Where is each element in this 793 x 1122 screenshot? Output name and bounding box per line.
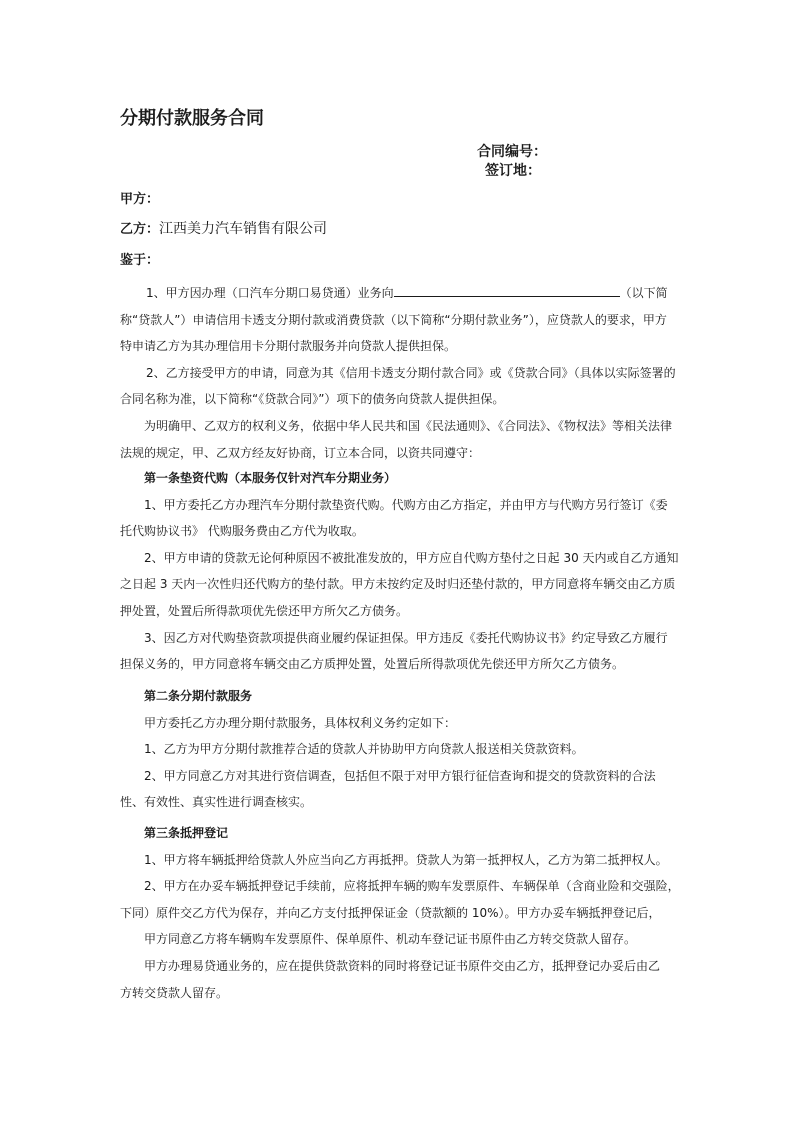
article-1-clause-3-line2: 担保义务的，甲方同意将车辆交由乙方质押处置，处置后所得款项优先偿还甲方所欠乙方债务。 [120, 657, 625, 672]
party-b-label: 乙方： [120, 222, 160, 237]
article-1-clause-3: 3、因乙方对代购垫资款项提供商业履约保证担保。甲方违反《委托代购协议书》约定导致乙方履行 [144, 630, 668, 645]
preamble-clause-3-line2: 法规的规定，甲、乙双方经友好协商，订立本合同，以资共同遵守： [120, 445, 481, 460]
article-3-clause-3-line2: 方转交贷款人留存。 [120, 985, 229, 1000]
preamble-clause-2: 2、乙方接受甲方的申请，同意为其《信用卡透支分期付款合同》或《贷款合同》（具体以实际签署的 [146, 365, 676, 380]
article-2-heading: 第二条分期付款服务 [144, 689, 253, 703]
article-3-section [120, 820, 680, 1006]
document-title: 分期付款服务合同 [120, 108, 264, 129]
party-a-label: 甲方： [120, 192, 160, 207]
article-1-heading: 第一条垫资代购（本服务仅针对汽车分期业务） [144, 471, 397, 485]
article-1-section [120, 465, 679, 678]
article-2-clause-1: 1、乙方为甲方分期付款推荐合适的贷款人并协助甲方向贷款人报送相关贷款资料。 [144, 742, 584, 757]
article-1-clause-1: 1、甲方委托乙方办理汽车分期付款垫资代购。代购方由乙方指定，并由甲方与代购方另行签订《委 [144, 497, 668, 512]
article-3-heading: 第三条抵押登记 [144, 826, 229, 840]
article-1-clause-1-line2: 托代购协议书》 代购服务费由乙方代为收取。 [120, 524, 364, 539]
article-2-section [120, 683, 676, 816]
article-3-clause-3: 甲方办理易贷通业务的，应在提供贷款资料的同时将登记证书原件交由乙方，抵押登记办妥后由乙 [144, 958, 661, 973]
party-b-line [120, 218, 327, 238]
article-1-clause-2-line2: 之日起 3 天内一次性归还代购方的垫付款。甲方未按约定及时归还垫付款的，甲方同意将车辆交由乙方质 [120, 577, 676, 592]
preamble-clause-2-line2: 合同名称为准，以下简称“《贷款合同》”）项下的债务向贷款人提供担保。 [120, 392, 505, 407]
article-3-clause-1: 1、甲方将车辆抵押给贷款人外应当向乙方再抵押。贷款人为第一抵押权人，乙方为第二抵押权人。 [144, 852, 668, 867]
contract-number-label: 合同编号： [477, 144, 547, 160]
preamble-section [120, 280, 676, 466]
article-2-clause-2: 2、甲方同意乙方对其进行资信调查，包括但不限于对甲方银行征信查询和提交的贷款资料的合法 [144, 768, 656, 783]
preamble-clause-1-line2: 称“贷款人”）申请信用卡透支分期付款或消费贷款（以下简称“分期付款业务”），应贷款人的要求，甲方 [120, 312, 667, 327]
article-1-clause-2: 2、甲方申请的贷款无论何种原因不被批准发放的，甲方应自代购方垫付之日起 30 天内或自乙方通知 [144, 550, 679, 565]
preamble-clause-1: 1、甲方因办理（口汽车分期口易贷通）业务向 （以下简 [120, 280, 676, 307]
article-3-clause-2: 2、甲方在办妥车辆抵押登记手续前，应将抵押车辆的购车发票原件、车辆保单（含商业险和交强险， [144, 879, 680, 894]
party-b-name: 江西美力汽车销售有限公司 [159, 221, 328, 237]
preamble-clause-3: 为明确甲、乙双方的权利义务，依据中华人民共和国《民法通则》、《合同法》、《物权法》等相关法律 [144, 418, 673, 433]
article-1-clause-2-line3: 押处置，处置后所得款项优先偿还甲方所欠乙方债务。 [120, 603, 409, 618]
preamble-clause-1-line3: 特申请乙方为其办理信用卡分期付款服务并向贷款人提供担保。 [120, 339, 457, 354]
article-3-clause-2-line3: 甲方同意乙方将车辆购车发票原件、保单原件、机动车登记证书原件由乙方转交贷款人留存。 [144, 932, 637, 947]
sign-place-label: 签订地： [485, 163, 541, 179]
article-2-intro: 甲方委托乙方办理分期付款服务，具体权利义务约定如下： [144, 715, 457, 730]
lender-name-blank [394, 283, 620, 297]
article-3-clause-2-line2: 下同）原件交乙方代为保存，并向乙方支付抵押保证金（贷款额的 10%）。甲方办妥车辆抵押登记后， [120, 905, 661, 920]
article-2-clause-2-line2: 性、有效性、真实性进行调查核实。 [120, 795, 313, 810]
whereas-label: 鉴于： [120, 253, 160, 268]
